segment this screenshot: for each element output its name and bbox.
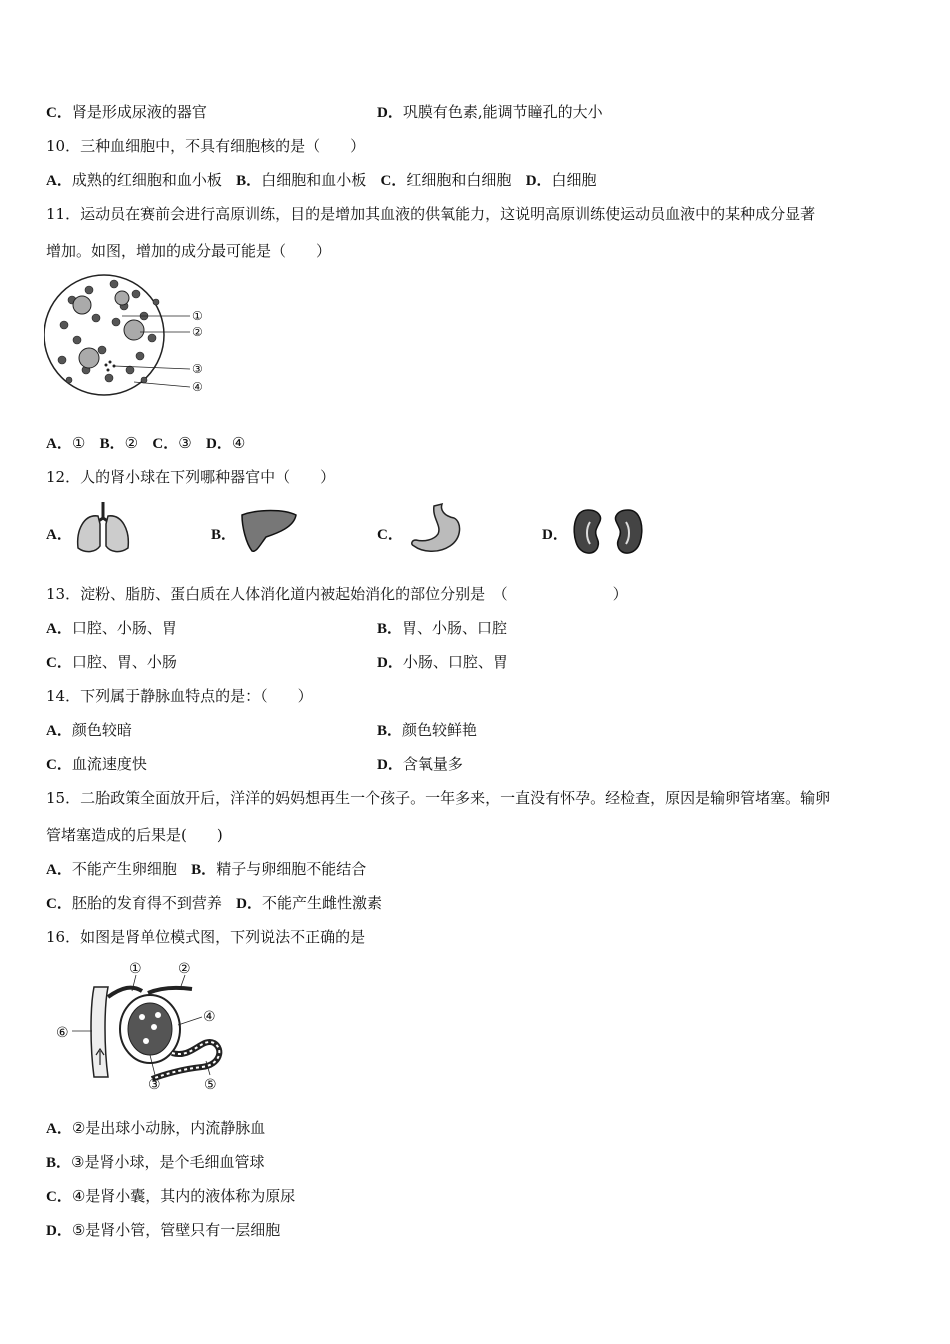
q12-option-c-letter: C． xyxy=(377,527,403,543)
kidneys-icon xyxy=(570,506,646,558)
q15-options-cd: C．胚胎的发育得不到营养 D．不能产生雌性激素 xyxy=(46,894,383,912)
label-5: ⑤ xyxy=(204,1077,217,1093)
q13-option-c: C．口腔、胃、小肠 xyxy=(46,653,177,671)
label-1: ① xyxy=(129,961,142,977)
q10-stem: 10．三种血细胞中，不具有细胞核的是（ ） xyxy=(46,137,366,155)
label-2: ② xyxy=(192,325,203,339)
q14-option-d: D．含氧量多 xyxy=(377,755,463,773)
q10-options: A．成熟的红细胞和血小板 B．白细胞和血小板 C．红细胞和白细胞 D．白细胞 xyxy=(46,171,597,189)
q14-option-b: B．颜色较鲜艳 xyxy=(377,721,478,739)
q16-option-d: D．⑤是肾小管，管壁只有一层细胞 xyxy=(46,1221,281,1239)
nephron-diagram xyxy=(52,957,232,1097)
q14-option-c: C．血流速度快 xyxy=(46,755,147,773)
q9-option-c: C．肾是形成尿液的器官 xyxy=(46,103,207,121)
q16-stem: 16．如图是肾单位模式图，下列说法不正确的是 xyxy=(46,928,366,946)
q13-option-b: B．胃、小肠、口腔 xyxy=(377,619,508,637)
q13-option-d: D．小肠、口腔、胃 xyxy=(377,653,508,671)
q15-options-ab: A．不能产生卵细胞 B．精子与卵细胞不能结合 xyxy=(46,860,367,878)
q15-stem-line1: 15．二胎政策全面放开后，洋洋的妈妈想再生一个孩子。一年多来，一直没有怀孕。经检查，原因是输卵管堵塞。输卵 xyxy=(46,789,831,807)
stomach-icon xyxy=(404,500,466,556)
label-4: ④ xyxy=(203,1009,216,1025)
q15-stem-line2: 管堵塞造成的后果是( ) xyxy=(46,826,223,844)
q13-option-a: A．口腔、小肠、胃 xyxy=(46,619,177,637)
q12-option-d-letter: D． xyxy=(542,527,568,543)
q14-option-a: A．颜色较暗 xyxy=(46,721,132,739)
q11-options: A．① B．② C．③ D．④ xyxy=(46,434,246,452)
q16-option-a: A．②是出球小动脉，内流静脉血 xyxy=(46,1119,266,1137)
label-3: ③ xyxy=(192,362,203,376)
label-6: ⑥ xyxy=(56,1025,69,1041)
liver-icon xyxy=(238,507,300,555)
lungs-icon xyxy=(72,500,134,556)
q16-option-b: B．③是肾小球，是个毛细血管球 xyxy=(46,1153,265,1171)
q13-stem: 13．淀粉、脂肪、蛋白质在人体消化道内被起始消化的部位分别是 （ ） xyxy=(46,585,628,603)
q11-stem-line1: 11．运动员在赛前会进行高原训练，目的是增加其血液的供氧能力，这说明高原训练使运动员血液中的某种成分显著 xyxy=(46,205,816,223)
label-1: ① xyxy=(192,309,203,323)
q11-stem-line2: 增加。如图，增加的成分最可能是（ ） xyxy=(46,242,332,260)
q16-option-c: C．④是肾小囊，其内的液体称为原尿 xyxy=(46,1187,296,1205)
q12-option-a-letter: A． xyxy=(46,527,72,543)
label-2: ② xyxy=(178,961,191,977)
q9-option-d: D．巩膜有色素,能调节瞳孔的大小 xyxy=(377,103,603,121)
blood-smear-figure xyxy=(44,270,214,405)
q14-stem: 14．下列属于静脉血特点的是：（ ） xyxy=(46,687,313,705)
q12-stem: 12．人的肾小球在下列哪种器官中（ ） xyxy=(46,468,336,486)
q12-option-b-letter: B． xyxy=(211,527,237,543)
label-4: ④ xyxy=(192,380,203,394)
label-3: ③ xyxy=(148,1077,161,1093)
